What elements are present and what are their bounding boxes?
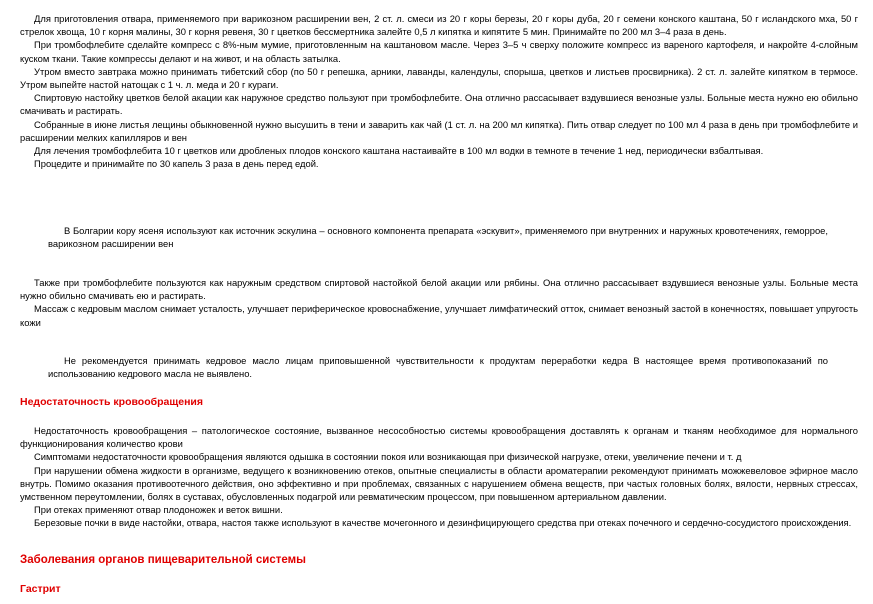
external-remedies-section (20, 276, 858, 329)
varicose-recipes-section (20, 12, 858, 170)
paragraph: При тромбофлебите сделайте компресс с 8%-ным мумие, приготовленным на каштановом масле. Через 3–5 ч сверху положите компресс из вареного картофеля, и накройте 4-слойным куском ткани. Такие компрессы делают и на живот, и на область затылка. (20, 39, 858, 64)
ash-bark-note (48, 224, 828, 250)
paragraph: Процедите и принимайте по 30 капель 3 раза в день перед едой. (34, 158, 319, 170)
paragraph: При отеках применяют отвар плодоножек и веток вишни. (34, 504, 283, 516)
paragraph: Также при тромбофлебите пользуются как наружным средством спиртовой настойкой белой акации или рябины. Она отлично рассасывает вздувшиеся венозные узлы. Больные места нужно обильно смачивать ею и растирать. (20, 277, 858, 302)
paragraph: Недостаточность кровообращения – патологическое состояние, вызванное несособностью системы кровообращения доставлять к органам и тканям необходимое для нормального функционирования количество крови (20, 425, 858, 450)
note-paragraph: В Болгарии кору ясеня используют как источник эскулина – основного компонента препарата «эскувит», применяемого при внутренних и наружных кровотечениях, геморрое, варикозном расширении вен (48, 225, 828, 250)
paragraph: Для лечения тромбофлебита 10 г цветков или дробленых плодов конского каштана настаивайте в 100 мл водки в темноте в течение 1 нед, периодически взбалтывая. (34, 145, 764, 157)
section-heading-gastritis: Гастрит (20, 583, 61, 595)
paragraph: При нарушении обмена жидкости в организме, ведущего к возникновению отеков, опытные специалисты в области ароматерапии рекомендуют принимать можжевеловое эфирное масло внутрь. Помимо оказания противоотечного действия, оно эффективно и при проблемах, связанных с нарушением обмена веществ, при частых головных болях, вялости, нервных стрессах, умственном переутомлении, болях в суставах, обусловленных подагрой или ревматическим процессом, при повышенном артериальном давлении. (20, 464, 858, 503)
section-heading-digestive: Заболевания органов пищеварительной системы (20, 554, 306, 566)
paragraph: Для приготовления отвара, применяемого при варикозном расширении вен, 2 ст. л. смеси из 20 г коры березы, 20 г коры дуба, 20 г семени конского каштана, 50 г исландского мха, 50 г стрелок хвоща, 10 г корня малины, 30 г корня ревеня, 30 г цветков бессмертника залейте 0,5 л кипятка и кипятите 5 мин. Принимайте по 200 мл 3–4 раза в день. (20, 13, 858, 38)
paragraph: Спиртовую настойку цветков белой акации как наружное средство пользуют при тромбофлебите. Она отлично рассасывает вздувшиеся венозные узлы. Больные места нужно ею обильно смачивать и растирать. (20, 92, 858, 117)
paragraph: Березовые почки в виде настойки, отвара, настоя также используют в качестве мочегонного и дезинфицирующего средства при отеках почечного и сердечно-сосудистого происхождения. (34, 517, 852, 529)
section-heading-circulation: Недостаточность кровообращения (20, 396, 203, 408)
cedar-oil-note (48, 354, 828, 380)
paragraph: Утром вместо завтрака можно принимать тибетский сбор (по 50 г репешка, арники, лаванды, календулы, спорыша, цветков и листьев просвирника). 2 ст. л. залейте кипятком в термосе. Утром выпейте настой натощак с 1 ч. л. меда и 20 г кураги. (20, 65, 858, 91)
paragraph: Собранные в июне листья лещины обыкновенной нужно высушить в тени и заварить как чай (1 ст. л. на 200 мл кипятка). Пить отвар следует по 100 мл 4 раза в день при тромбофлебите и расширении мелких капилляров и вен (20, 118, 858, 143)
paragraph: Массаж с кедровым маслом снимает усталость, улучшает периферическое кровоснабжение, улучшает лимфатический отток, снимает венозный застой в конечностях, повышает упругость кожи (20, 303, 858, 328)
circulation-section (20, 424, 858, 530)
note-paragraph: Не рекомендуется принимать кедровое масло лицам приповышенной чувствительности к продуктам переработки кедра В настоящее время противопоказаний по использованию кедрового масла не выявлено. (48, 355, 828, 380)
paragraph: Симптомами недостаточности кровообращения являются одышка в состоянии покоя или возникающая при физической нагрузке, отеки, увеличение печени и т. д (34, 451, 742, 463)
